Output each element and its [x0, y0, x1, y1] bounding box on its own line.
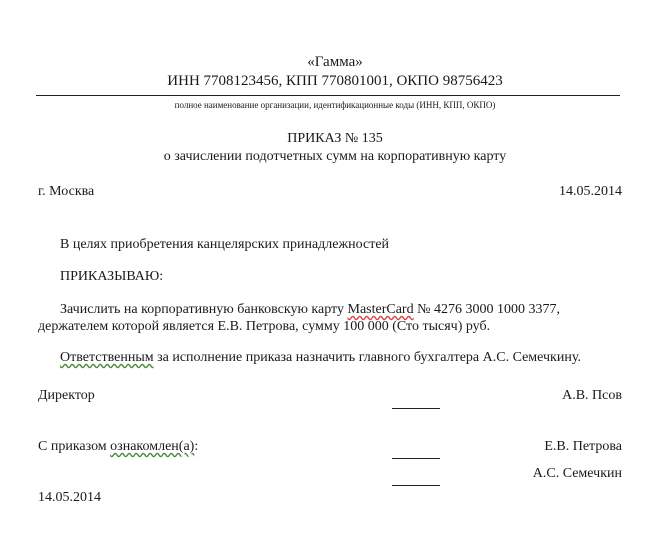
- order-subtitle: о зачислении подотчетных сумм на корпоративную карту: [163, 149, 507, 164]
- director-name: А.В. Псов: [562, 388, 622, 403]
- order-place: г. Москва: [38, 184, 95, 199]
- header-caption: полное наименование организации, идентификационные коды (ИНН, КПП, ОКПО): [174, 100, 496, 110]
- responsible-word: Ответственным: [60, 350, 154, 365]
- ack-signature-line-2: [392, 485, 440, 486]
- director-label: Директор: [38, 388, 95, 403]
- card-brand: MasterCard: [347, 302, 414, 317]
- order-line-1: [60, 302, 560, 318]
- ack-label-colon: :: [194, 439, 199, 454]
- order-line-3: [60, 350, 581, 366]
- ack-name-2: А.С. Семечкин: [532, 466, 622, 481]
- organization-name: «Гамма»: [307, 54, 363, 70]
- line3-rest: за исполнение приказа назначить главного бухгалтера А.С. Семечкину.: [153, 350, 581, 365]
- order-command: ПРИКАЗЫВАЮ:: [60, 269, 164, 284]
- organization-ids: ИНН 7708123456, КПП 770801001, ОКПО 98756423: [167, 73, 503, 89]
- ack-label-start: С приказом: [38, 439, 111, 454]
- footer-date: 14.05.2014: [38, 490, 101, 505]
- ack-label-word: ознакомлен(а): [110, 439, 195, 454]
- order-title: ПРИКАЗ № 135: [287, 131, 383, 146]
- header-divider: [36, 95, 620, 96]
- order-line-2: держателем которой является Е.В. Петрова, сумму 100 000 (Сто тысяч) руб.: [38, 319, 491, 334]
- ack-signature-line-1: [392, 458, 440, 459]
- order-date: 14.05.2014: [559, 184, 622, 199]
- acknowledgement-label: [38, 439, 198, 455]
- order-purpose: В целях приобретения канцелярских принадлежностей: [60, 237, 390, 252]
- ack-name-1: Е.В. Петрова: [544, 439, 622, 454]
- line1-end: № 4276 3000 1000 3377,: [413, 302, 560, 317]
- line1-start: Зачислить на корпоративную банковскую карту: [60, 302, 348, 317]
- director-signature-line: [392, 408, 440, 409]
